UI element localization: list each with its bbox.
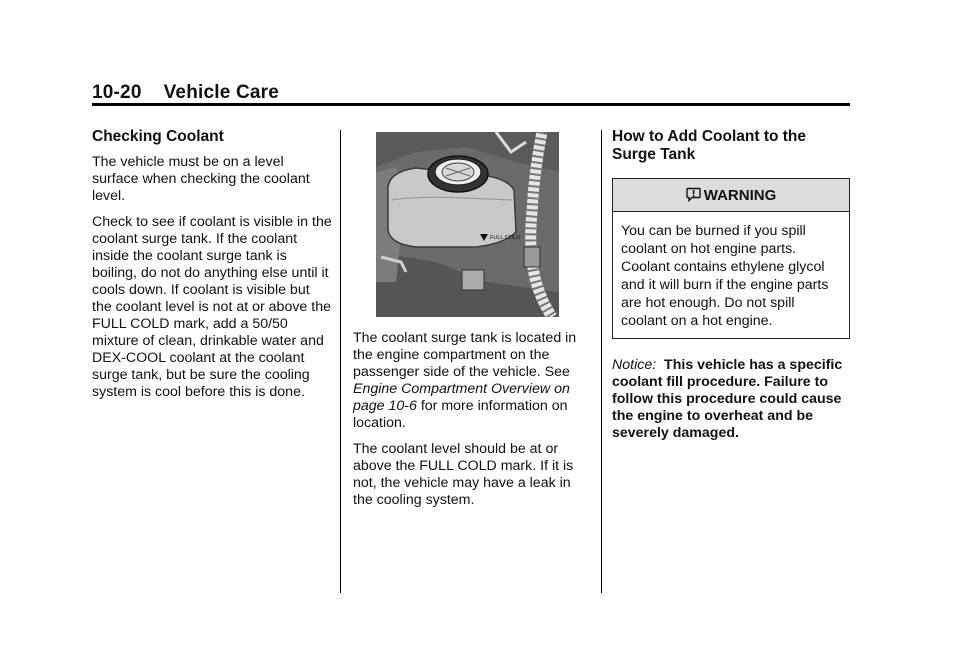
notice-text: This vehicle has a specific coolant fill procedure. Failure to follow this procedure could cause the engine to overheat and be severely damaged. xyxy=(612,357,843,441)
notice xyxy=(612,357,852,442)
column-surge-tank-location xyxy=(353,330,593,518)
paragraph: Check to see if coolant is visible in the coolant surge tank. If the coolant inside the coolant surge tank is boiling, do not do anything else until it cools down. If coolant is visible but the coolant level is not at or above the FULL COLD mark, add a 50/50 mixture of clean, drinkable water and DEX-COOL coolant at the coolant surge tank, but be sure the cooling system is cool before this is done. xyxy=(92,214,332,400)
header-rule xyxy=(92,103,850,106)
column-divider-1 xyxy=(340,130,341,593)
section-title: Vehicle Care xyxy=(163,82,280,103)
column-checking-coolant xyxy=(92,128,332,410)
warning-icon xyxy=(686,187,701,202)
page-number: 10-20 xyxy=(92,82,142,103)
full-cold-mark-label: FULL COLD xyxy=(490,235,521,241)
warning-box xyxy=(612,178,850,339)
paragraph: The coolant surge tank is located in the engine compartment on the passenger side of the vehicle. See Engine Compartment Overview on page 10-6 for more information on location. xyxy=(353,330,577,431)
warning-text: You can be burned if you spill coolant on hot engine parts. Coolant contains ethylene glycol and it will burn if the engine parts are hot enough. Do not spill coolant on a hot engine. xyxy=(621,223,829,329)
page-header xyxy=(92,82,279,104)
paragraph: The vehicle must be on a level surface when checking the coolant level. xyxy=(92,154,310,204)
notice-label: Notice: xyxy=(612,357,657,373)
coolant-surge-tank-photo xyxy=(376,132,559,317)
section-heading-checking-coolant: Checking Coolant xyxy=(92,128,224,145)
section-heading-add-coolant: How to Add Coolant to the Surge Tank xyxy=(612,128,806,163)
column-add-coolant xyxy=(612,128,852,451)
paragraph: The coolant level should be at or above the FULL COLD mark. If it is not, the vehicle may have a leak in the cooling system. xyxy=(353,441,574,508)
warning-header xyxy=(613,179,849,212)
warning-title: WARNING xyxy=(703,186,777,204)
cross-reference-link[interactable]: Engine Compartment Overview on page 10-6 xyxy=(353,381,570,414)
column-divider-2 xyxy=(601,130,602,593)
